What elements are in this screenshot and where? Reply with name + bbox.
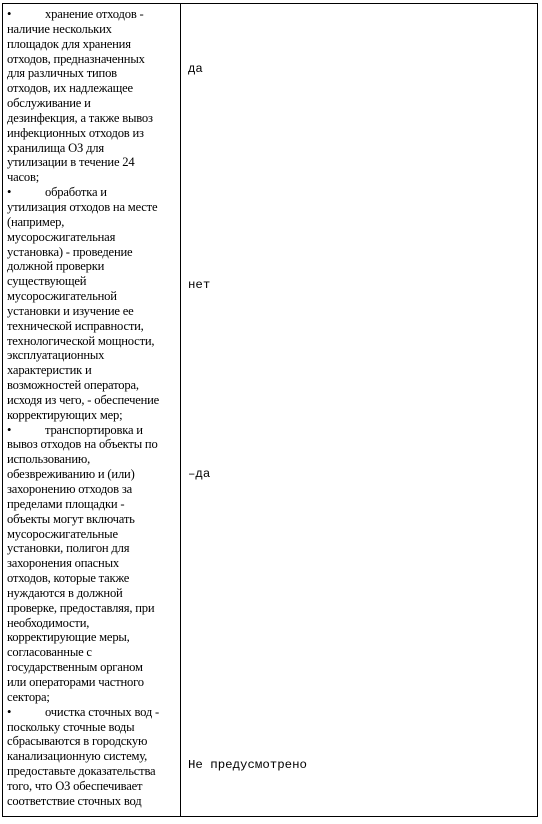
text-line: обработка и — [45, 185, 107, 200]
text-line: того, что ОЗ обеспечивает — [7, 778, 143, 793]
text-line: существующей — [7, 274, 87, 289]
text-line: канализационную систему, — [7, 749, 148, 764]
text-line: отходов, предназначенных — [7, 51, 145, 66]
text-line: инфекционных отходов из — [7, 125, 144, 140]
text-line: пределами площадки - — [7, 496, 125, 511]
text-line: дезинфекция, а также вывоз — [7, 110, 153, 125]
text-line: транспортировка и — [45, 422, 143, 437]
text-line: мусоросжигательная — [7, 229, 116, 244]
requirements-cell — [7, 7, 177, 809]
text-line: площадок для хранения — [7, 36, 131, 51]
text-line: утилизации в течение 24 — [7, 155, 135, 170]
column-divider — [180, 4, 181, 816]
text-line: установки, полигон для — [7, 541, 130, 556]
text-line: часов; — [7, 170, 40, 185]
text-line: хранение отходов - — [45, 7, 144, 21]
text-line: утилизация отходов на месте — [7, 199, 158, 214]
text-line: захоронению отходов за — [7, 482, 132, 496]
text-line: должной проверки — [7, 259, 105, 274]
text-line: мусоросжигательные — [7, 526, 118, 541]
text-line: наличие нескольких — [7, 21, 112, 36]
text-line: эксплуатационных — [7, 348, 105, 363]
text-line: проверке, предоставляя, при — [7, 600, 155, 615]
document-table — [2, 3, 538, 817]
text-line: поскольку сточные воды — [7, 719, 135, 734]
text-line: захоронения опасных — [7, 556, 119, 571]
bullet-item-waste-storage — [7, 7, 177, 185]
text-line: мусоросжигательной — [7, 289, 117, 304]
text-line: отходов, их надлежащее — [7, 81, 133, 96]
text-line: обслуживание и — [7, 96, 91, 111]
answer-transport: –да — [188, 467, 211, 481]
bullet-mark: • — [7, 185, 12, 200]
text-line: государственным органом — [7, 660, 143, 675]
text-line: вывоз отходов на объекты по — [7, 437, 158, 452]
text-line: технологической мощности, — [7, 333, 155, 348]
answer-onsite-treatment: нет — [188, 278, 211, 292]
bullet-item-onsite-treatment — [7, 185, 177, 423]
text-line: (например, — [7, 214, 65, 229]
text-line: для различных типов — [7, 66, 117, 81]
text-line: предоставьте доказательства — [7, 764, 156, 779]
text-line: очистка сточных вод - — [45, 704, 160, 719]
text-line: отходов, которые также — [7, 571, 130, 586]
text-line: обезвреживанию и (или) — [7, 467, 135, 482]
text-line: сектора; — [7, 689, 50, 704]
text-line: необходимости, — [7, 615, 90, 630]
text-line: установки и изучение ее — [7, 303, 134, 318]
text-line: установка) - проведение — [7, 244, 133, 259]
text-line: возможностей оператора, — [7, 378, 139, 393]
answer-wastewater: Не предусмотрено — [188, 758, 307, 772]
text-line: соответствие сточных вод — [7, 793, 142, 808]
bullet-item-wastewater — [7, 705, 177, 809]
bullet-item-transport — [7, 423, 177, 705]
text-line: хранилища ОЗ для — [7, 140, 104, 155]
text-line: сбрасываются в городскую — [7, 734, 148, 749]
text-line: согласованные с — [7, 645, 92, 660]
text-line: технической исправности, — [7, 318, 144, 333]
bullet-mark: • — [7, 422, 12, 437]
text-line: характеристик и — [7, 363, 92, 378]
text-line: исходя из чего, - обеспечение — [7, 392, 160, 407]
bullet-mark: • — [7, 704, 12, 719]
text-line: нуждаются в должной — [7, 585, 123, 600]
text-line: корректирующих мер; — [7, 407, 123, 422]
text-line: или операторами частного — [7, 674, 144, 689]
bullet-mark: • — [7, 7, 12, 21]
text-line: корректирующие меры, — [7, 630, 130, 645]
text-line: объекты могут включать — [7, 511, 135, 526]
answer-waste-storage: да — [188, 62, 203, 76]
text-line: использованию, — [7, 452, 91, 467]
